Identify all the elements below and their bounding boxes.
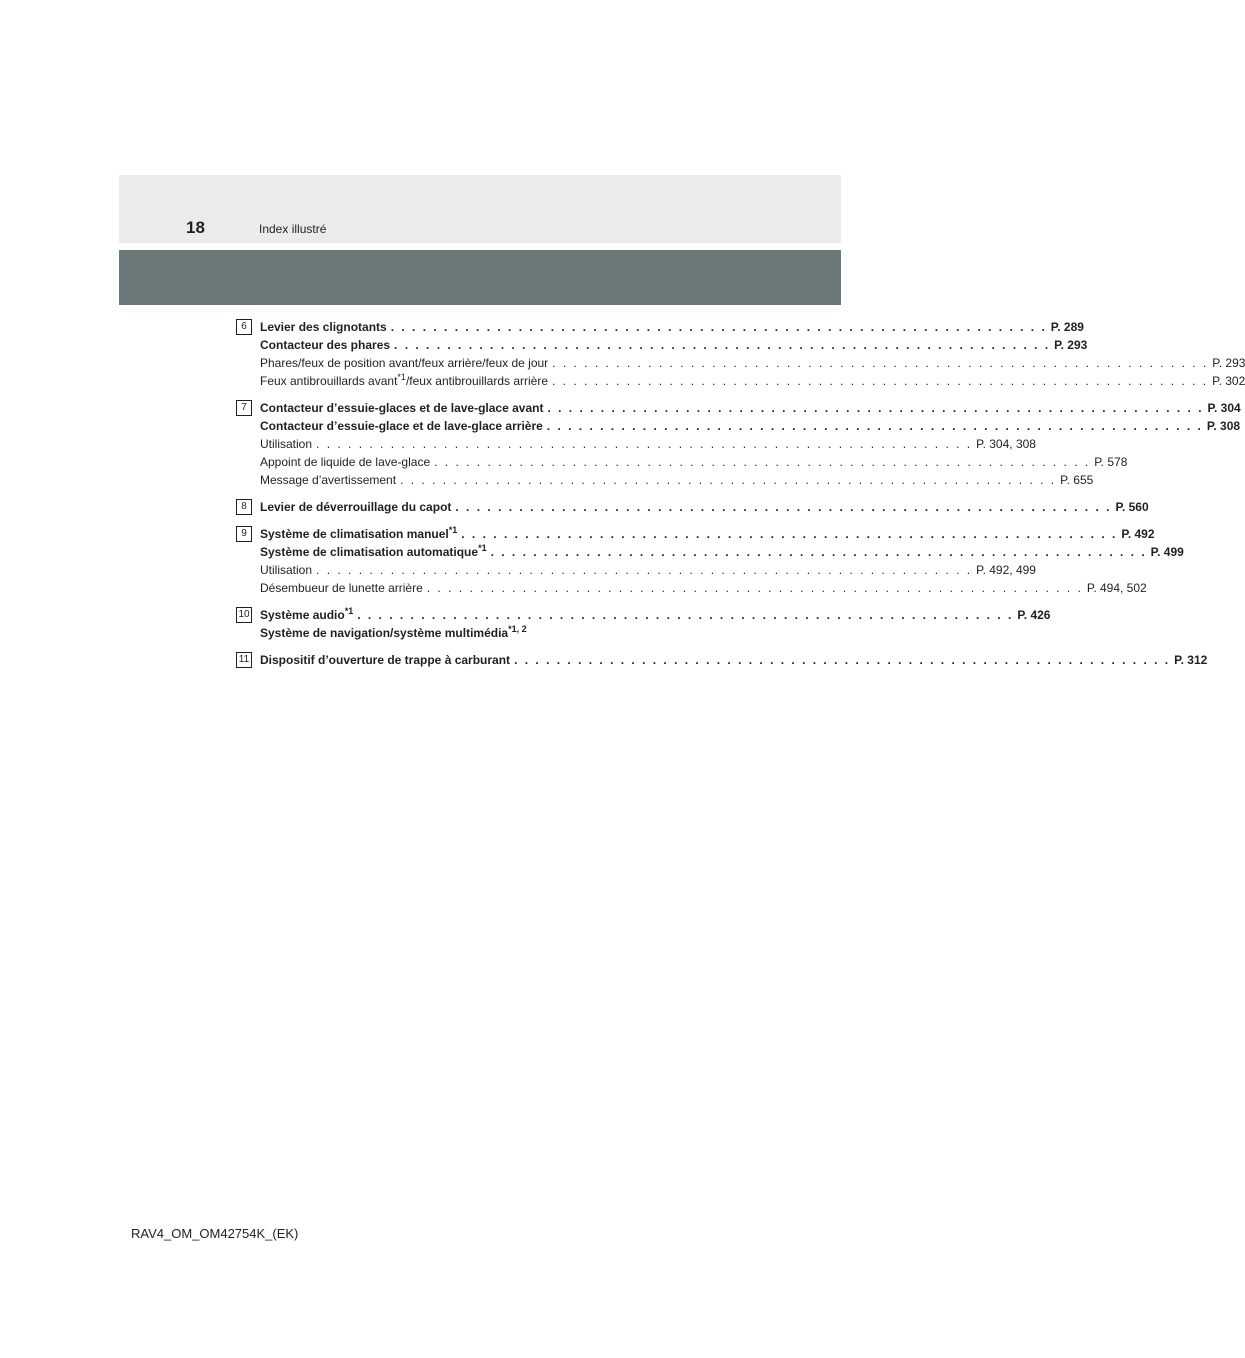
entry-label: Levier des clignotants	[260, 320, 387, 334]
page-reference: P. 293	[1212, 356, 1245, 370]
document-code: RAV4_OM_OM42754K_(EK)	[131, 1226, 299, 1241]
dot-leader: . . . . . . . . . . . . . . . . . . . . . . . . . . . . . . . . . . . . . . . . . . . . . . . . . . . . . . . . . . . . . .	[552, 374, 1209, 388]
entry-label: Système de navigation/système multimédia$^{*1, 2}$	[260, 624, 527, 640]
item-number-badge: 10	[236, 607, 252, 623]
entry-label: Levier de déverrouillage du capot	[260, 500, 452, 514]
dot-leader: . . . . . . . . . . . . . . . . . . . . . . . . . . . . . . . . . . . . . . . . . . . . . . . . . . . . . . . . . . . . . .	[400, 473, 1057, 487]
footnote-marker: *1	[448, 525, 458, 535]
index-entry[interactable]	[260, 579, 1147, 597]
dot-leader: . . . . . . . . . . . . . . . . . . . . . . . . . . . . . . . . . . . . . . . . . . . . . . . . . . . . . . . . . . . . . .	[434, 455, 1091, 469]
index-group	[236, 606, 1051, 642]
page-reference: P. 293	[1054, 338, 1088, 352]
page-reference: P. 492, 499	[976, 563, 1036, 577]
entry-label: Appoint de liquide de lave-glace	[260, 455, 431, 469]
index-entry[interactable]	[260, 606, 1051, 624]
index-entry[interactable]	[260, 561, 1036, 579]
index-entry[interactable]	[260, 624, 722, 642]
dot-leader: . . . . . . . . . . . . . . . . . . . . . . . . . . . . . . . . . . . . . . . . . . . . . . . . . . . . . . . . . . . . . .	[514, 653, 1171, 667]
dot-leader: . . . . . . . . . . . . . . . . . . . . . . . . . . . . . . . . . . . . . . . . . . . . . . . . . . . . . . . . . . . . . .	[490, 545, 1147, 559]
index-entry[interactable]	[260, 471, 1094, 489]
index-entry[interactable]	[260, 354, 1245, 372]
item-number-badge: 7	[236, 400, 252, 416]
item-number-badge: 8	[236, 499, 252, 515]
entry-label: Désembueur de lunette arrière	[260, 581, 423, 595]
page-reference: P. 578	[1094, 455, 1128, 469]
dot-leader: . . . . . . . . . . . . . . . . . . . . . . . . . . . . . . . . . . . . . . . . . . . . . . . . . . . . . . . . . . . . . .	[394, 338, 1051, 352]
index-entry[interactable]	[260, 318, 1084, 336]
page-reference: P. 494, 502	[1086, 581, 1147, 595]
dot-leader: . . . . . . . . . . . . . . . . . . . . . . . . . . . . . . . . . . . . . . . . . . . . . . . . . . . . . . . . . . . . . .	[390, 320, 1047, 334]
dot-leader: . . . . . . . . . . . . . . . . . . . . . . . . . . . . . . . . . . . . . . . . . . . . . . . . . . . . . . . . . . . . . .	[316, 437, 973, 451]
entry-label: Utilisation	[260, 437, 313, 451]
index-group	[236, 498, 1149, 516]
index-group	[236, 399, 1241, 489]
page-reference: P. 655	[1060, 473, 1094, 487]
dot-leader: . . . . . . . . . . . . . . . . . . . . . . . . . . . . . . . . . . . . . . . . . . . . . . . . . . . . . . . . . . . . . .	[552, 356, 1209, 370]
page-number: 18	[186, 218, 205, 237]
header-band	[119, 250, 841, 305]
page-reference: P. 304, 308	[976, 437, 1036, 451]
index-entry[interactable]	[260, 435, 1036, 453]
index-group	[236, 525, 1184, 597]
entry-label: Contacteur d’essuie-glace et de lave-glace arrière	[260, 419, 543, 433]
item-number-badge: 9	[236, 526, 252, 542]
index-entry[interactable]	[260, 372, 1245, 390]
header-top-bar	[119, 175, 841, 243]
page-reference: P. 304	[1207, 401, 1241, 415]
page-reference: P. 560	[1115, 500, 1149, 514]
index-entry[interactable]	[260, 336, 1088, 354]
footnote-marker: *1	[397, 372, 406, 382]
index-entry[interactable]	[260, 417, 1241, 435]
entry-label: Système audio$^{*1}$	[260, 606, 354, 622]
dot-leader: . . . . . . . . . . . . . . . . . . . . . . . . . . . . . . . . . . . . . . . . . . . . . . . . . . . . . . . . . . . . . .	[455, 500, 1112, 514]
dot-leader: . . . . . . . . . . . . . . . . . . . . . . . . . . . . . . . . . . . . . . . . . . . . . . . . . . . . . . . . . . . . . .	[357, 608, 1014, 622]
page-reference: P. 499	[1150, 545, 1184, 559]
dot-leader: . . . . . . . . . . . . . . . . . . . . . . . . . . . . . . . . . . . . . . . . . . . . . . . . . . . . . . . . . . . . . .	[461, 527, 1118, 541]
dot-leader: . . . . . . . . . . . . . . . . . . . . . . . . . . . . . . . . . . . . . . . . . . . . . . . . . . . . . . . . . . . . . .	[316, 563, 973, 577]
footnote-marker: *1	[344, 606, 354, 616]
page-reference: P. 492	[1121, 527, 1155, 541]
index-entry[interactable]	[260, 525, 1155, 543]
index-group	[236, 651, 1208, 669]
item-number-badge: 11	[236, 652, 252, 668]
page-reference: P. 308	[1206, 419, 1241, 433]
footnote-marker: *1	[478, 543, 487, 553]
entry-label: Utilisation	[260, 563, 313, 577]
entry-label: Contacteur d’essuie-glaces et de lave-glace avant	[260, 401, 544, 415]
dot-leader: . . . . . . . . . . . . . . . . . . . . . . . . . . . . . . . . . . . . . . . . . . . . . . . . . . . . . . . . . . . . . .	[426, 581, 1083, 595]
dot-leader: . . . . . . . . . . . . . . . . . . . . . . . . . . . . . . . . . . . . . . . . . . . . . . . . . . . . . . . . . . . . . .	[546, 419, 1203, 433]
page-reference: P. 312	[1174, 653, 1208, 667]
section-title: Index illustré	[259, 222, 327, 236]
footnote-marker: *1, 2	[508, 624, 527, 634]
index-entries	[236, 318, 1245, 678]
index-group	[236, 318, 1245, 390]
entry-label: Contacteur des phares	[260, 338, 391, 352]
page-reference: P. 289	[1050, 320, 1084, 334]
index-entry[interactable]	[260, 651, 1208, 669]
index-entry[interactable]	[260, 543, 1184, 561]
entry-label: Système de climatisation automatique$^{*1}$	[260, 543, 487, 559]
index-entry[interactable]	[260, 498, 1149, 516]
entry-label: Message d’avertissement	[260, 473, 397, 487]
entry-label: Dispositif d’ouverture de trappe à carburant	[260, 653, 511, 667]
item-number-badge: 6	[236, 319, 252, 335]
index-entry[interactable]	[260, 399, 1241, 417]
entry-label: Système de climatisation manuel$^{*1}$	[260, 525, 458, 541]
entry-label: Phares/feux de position avant/feux arrière/feux de jour	[260, 356, 549, 370]
index-entry[interactable]	[260, 453, 1128, 471]
dot-leader: . . . . . . . . . . . . . . . . . . . . . . . . . . . . . . . . . . . . . . . . . . . . . . . . . . . . . . . . . . . . . .	[547, 401, 1204, 415]
page-reference: P. 302	[1212, 374, 1245, 388]
entry-label: Feux antibrouillards avant$^{*1}$/feux antibrouillards arrière	[260, 372, 549, 388]
page-reference: P. 426	[1017, 608, 1051, 622]
